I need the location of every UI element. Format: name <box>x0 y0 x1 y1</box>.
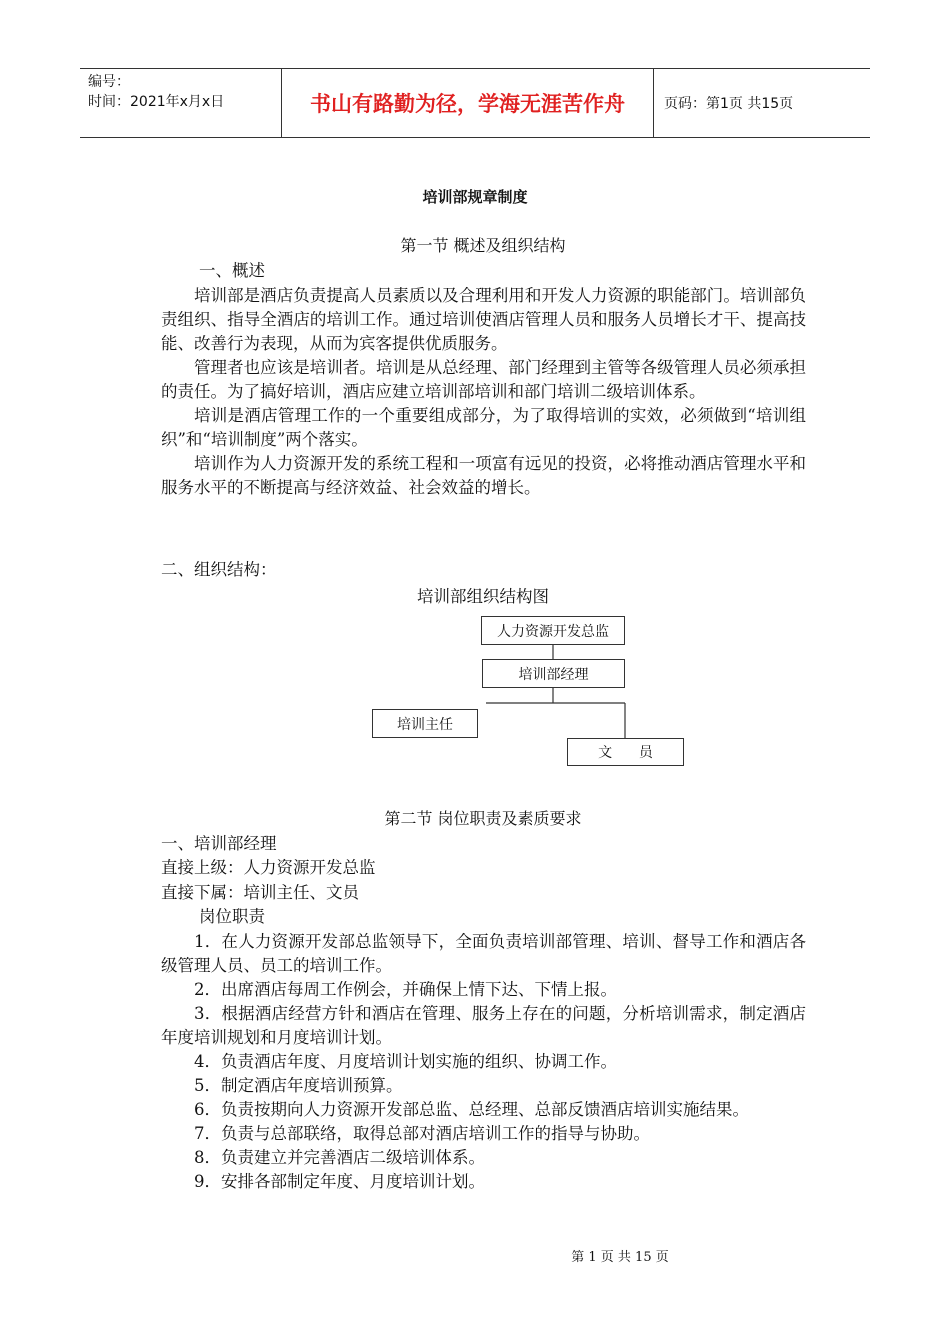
direct-superior: 直接上级：人力资源开发总监 <box>161 858 376 877</box>
overview-paragraph: 培训部是酒店负责提高人员素质以及合理利用和开发人力资源的职能部门。培训部负责组织、指导全酒店的培训工作。通过培训使酒店管理人员和服务人员增长才干、提高技能、改善行为表现，从而为宾客提供优质服务。 <box>161 286 806 353</box>
org-node-clerk: 文 员 <box>567 738 684 766</box>
section-1-heading: 第一节 概述及组织结构 <box>400 236 566 255</box>
org-node-hr-director: 人力资源开发总监 <box>481 616 625 645</box>
header-motto: 书山有路勤为径，学海无涯苦作舟 <box>282 69 654 137</box>
duty-item: 7．负责与总部联络，取得总部对酒店培训工作的指导与协助。 <box>194 1124 650 1143</box>
duty-item: 1．在人力资源开发部总监领导下，全面负责培训部管理、培训、督导工作和酒店各级管理人员、员工的培训工作。 <box>161 932 806 975</box>
header-meta <box>80 69 282 137</box>
header-number: 编号： <box>88 74 130 90</box>
header-time: 时间：2021年x月x日 <box>88 94 225 110</box>
duty-item: 5．制定酒店年度培训预算。 <box>194 1076 403 1095</box>
direct-subordinate: 直接下属：培训主任、文员 <box>161 883 359 902</box>
duties-list <box>161 930 806 1194</box>
section-1-sub-structure: 二、组织结构： <box>161 560 277 579</box>
section-1-sub-overview: 一、概述 <box>199 261 265 280</box>
duty-item: 9．安排各部制定年度、月度培训计划。 <box>194 1172 485 1191</box>
duty-item: 3．根据酒店经营方针和酒店在管理、服务上存在的问题，分析培训需求，制定酒店年度培训规划和月度培训计划。 <box>161 1004 806 1047</box>
overview-paragraph: 培训作为人力资源开发的系统工程和一项富有远见的投资，必将推动酒店管理水平和服务水平的不断提高与经济效益、社会效益的增长。 <box>161 454 806 497</box>
org-chart-title: 培训部组织结构图 <box>417 587 549 606</box>
overview-paragraph: 管理者也应该是培训者。培训是从总经理、部门经理到主管等各级管理人员必须承担的责任。为了搞好培训，酒店应建立培训部培训和部门培训二级培训体系。 <box>161 358 806 401</box>
duty-item: 8．负责建立并完善酒店二级培训体系。 <box>194 1148 485 1167</box>
duty-item: 2．出席酒店每周工作例会，并确保上情下达、下情上报。 <box>194 980 617 999</box>
document-title: 培训部规章制度 <box>422 188 528 206</box>
section-2-sub-manager: 一、培训部经理 <box>161 834 277 853</box>
duties-label: 岗位职责 <box>199 907 265 926</box>
section-2-heading: 第二节 岗位职责及素质要求 <box>384 809 582 828</box>
overview-paragraph: 培训是酒店管理工作的一个重要组成部分，为了取得培训的实效，必须做到“培训组织”和“培训制度”两个落实。 <box>161 406 806 449</box>
org-node-training-manager: 培训部经理 <box>482 659 625 688</box>
duty-item: 4．负责酒店年度、月度培训计划实施的组织、协调工作。 <box>194 1052 617 1071</box>
org-chart <box>360 612 690 772</box>
page-footer: 第 1 页 共 15 页 <box>571 1250 669 1265</box>
org-node-training-supervisor: 培训主任 <box>372 709 478 738</box>
document-header <box>80 68 870 138</box>
duty-item: 6．负责按期向人力资源开发部总监、总经理、总部反馈酒店培训实施结果。 <box>194 1100 749 1119</box>
header-page: 页码：第1页 共15页 <box>664 96 794 112</box>
overview-body <box>161 284 806 500</box>
